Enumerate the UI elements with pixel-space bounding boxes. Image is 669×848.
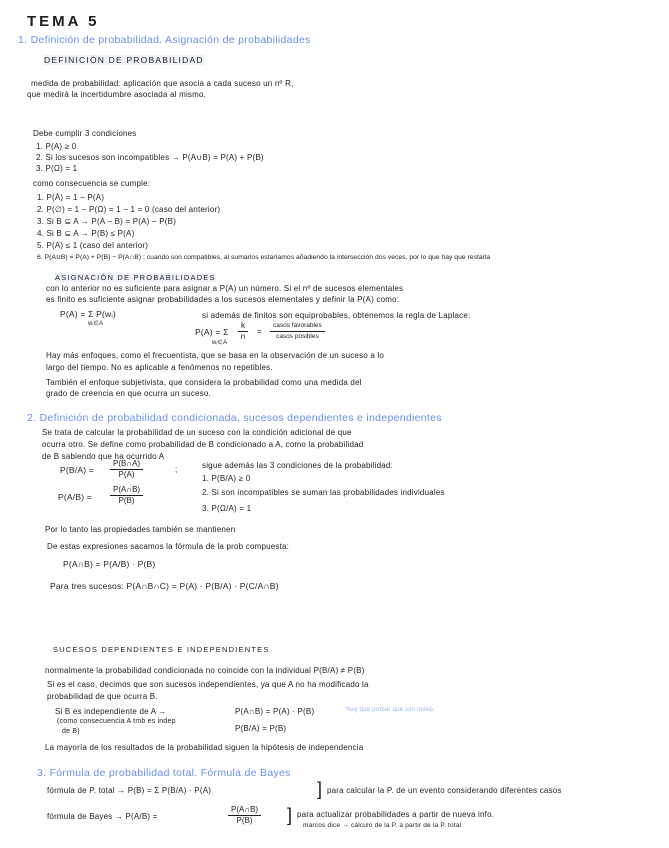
laplace-denominator: n [240,332,246,341]
laplace-text: si además de finitos son equiprobables, obtenemos la regla de Laplace: [202,311,471,320]
conditions-followed: sigue además las 3 condiciones de la probabilidad: [202,461,394,470]
independence-condition: Si B es independiente de A → [55,707,167,716]
denominator: P(A) [118,470,135,479]
consequences-intro: como consecuencia se cumple: [33,179,151,188]
numerator: P(A∩B) [110,485,143,496]
properties-text: Por lo tanto las propiedades también se mantienen [45,525,236,534]
independence-note: *hay que probar que son indep. [345,707,435,713]
consequence-3: 3. Si B ⊆ A → P(A − B) = P(A) − P(B) [37,217,177,226]
consequence-6: 6. P(A∪B) = P(A) + P(B) − P(A∩B) ; cuando son compatibles, al sumarlos estaríamos añadiendo la intersección dos veces, por lo que hay que restarla [37,254,491,261]
independence-consequence: (como consecuencia A tmb es indep [57,718,176,725]
denominator: P(B) [236,816,253,825]
sum-formula: P(A) = Σ P(wᵢ) [60,309,116,319]
brace: ] [287,805,293,825]
brace: ] [317,779,323,799]
condition-1: 1. P(A) ≥ 0 [36,142,77,151]
laplace-fraction [238,321,248,342]
conditional-text-3: de B sabiendo que ha ocurrido A [42,452,165,461]
formula-b-given-a-lhs: P(B/A) = [60,465,94,475]
bayes-fraction [228,805,261,826]
dependent-subheading: SUCESOS DEPENDIENTES E INDEPENDIENTES [53,645,270,654]
section-3-heading: 3. Fórmula de probabilidad total. Fórmula de Bayes [37,767,291,779]
compound-intro: De estas expresiones sacamos la fórmula de la prob compuesta: [47,542,290,551]
laplace-numerator: k [238,321,248,332]
dependence-text-2: Si es el caso, decimos que son sucesos independientes, ya que A no ha modificado la [47,680,369,689]
frequentist-text-2: largo del tiempo. No es aplicable a fenómenos no repetibles. [46,363,273,372]
consequence-5: 5. P(A) ≤ 1 (caso del anterior) [37,241,149,250]
laplace-subscript: wᵢ∈A [212,340,228,346]
possible-cases: casos posibles [276,333,319,340]
cond-condition-1: 1. P(B/A) ≥ 0 [202,474,251,483]
numerator: P(A∩B) [228,805,261,816]
three-events-formula: Para tres sucesos: P(A∩B∩C) = P(A) · P(B/A) · P(C/A∩B) [50,581,279,591]
bayes-formula-lhs: fórmula de Bayes → P(A/B) = [47,812,158,821]
conditions-intro: Debe cumplir 3 condiciones [33,129,137,138]
subjectivist-text-2: grado de creencia en que ocurra un suceso. [46,389,211,398]
dependence-text-3: probabilidad de que ocurra B. [47,692,158,701]
majority-text: La mayoría de los resultados de la probabilidad siguen la hipótesis de independencia [45,743,364,752]
section-1-heading: 1. Definición de probabilidad. Asignación de probabilidades [18,34,311,46]
condition-2: 2. Si los sucesos son incompatibles → P(A∪B) = P(A) + P(B) [36,153,264,162]
total-probability-note: para calcular la P. de un evento considerando diferentes casos [327,786,562,795]
definition-subheading: DEFINICIÓN DE PROBABILIDAD [44,55,204,65]
definition-text-2: que medirá la incertidumbre asociada al mismo. [27,90,207,99]
sum-subscript: wᵢ∈A [88,321,104,327]
section-2-heading: 2. Definición de probabilidad condicionada, sucesos dependientes e independientes [27,412,442,424]
consequence-1: 1. P(Ā) = 1 − P(A) [37,193,105,202]
independence-formula-1: P(A∩B) = P(A) · P(B) [235,707,315,716]
conditional-text-1: Se trata de calcular la probabilidad de un suceso con la condición adicional de que [42,428,352,437]
laplace-cases-fraction [270,321,325,342]
subjectivist-text-1: También el enfoque subjetivista, que considera la probabilidad como una medida del [46,378,362,387]
cond-condition-2: 2. Si son incompatibles se suman las probabilidades individuales [202,488,445,497]
bayes-note: para actualizar probabilidades a partir de nueva info. [297,810,495,819]
separator: ; [175,465,178,474]
laplace-lhs: P(A) = Σ [195,327,229,337]
independence-formula-2: P(B/A) = P(B) [235,724,287,733]
condition-3: 3. P(Ω) = 1 [36,164,78,173]
assignment-subheading: ASIGNACIÓN DE PROBABILIDADES [55,273,216,282]
laplace-equals: = [257,327,262,336]
definition-text-1: medida de probabilidad: aplicación que asocia a cada suceso un nº R, [31,79,294,88]
consequence-2: 2. P(∅) = 1 − P(Ω) = 1 − 1 = 0 (caso del anterior) [37,205,221,214]
bayes-note-2: marcos dice → cálculo de la P. a partir de la P. total [303,822,462,829]
total-probability-formula: fórmula de P. total → P(B) = Σ P(B/A) · P(A) [47,786,212,795]
independence-consequence-2: de B) [62,728,80,735]
assignment-text-2: es finito es suficiente asignar probabilidades a los sucesos elementales y definir la P(A) como: [46,295,400,304]
formula-a-given-b-fraction [110,485,143,506]
numerator: P(B∩A) [110,459,143,470]
frequentist-text-1: Hay más enfoques, como el frecuentista, que se basa en la observación de un suceso a lo [46,351,385,360]
conditional-text-2: ocurra otro. Se define como probabilidad de B condicionado a A, como la probabilidad [42,440,364,449]
formula-a-given-b-lhs: P(A/B) = [58,492,92,502]
compound-formula: P(A∩B) = P(A/B) · P(B) [63,559,156,569]
dependence-text-1: normalmente la probabilidad condicionada no coincide con la individual P(B/A) ≠ P(B) [45,666,365,675]
assignment-text-1: con lo anterior no es suficiente para asignar a P(A) un número. Si el nº de sucesos elementales [46,284,404,293]
consequence-4: 4. Si B ⊆ A → P(B) ≤ P(A) [37,229,135,238]
denominator: P(B) [118,496,135,505]
cond-condition-3: 3. P(Ω/A) = 1 [202,504,252,513]
formula-b-given-a-fraction [110,459,143,480]
page-title: TEMA 5 [27,13,100,30]
favorable-cases: casos favorables [270,321,325,332]
